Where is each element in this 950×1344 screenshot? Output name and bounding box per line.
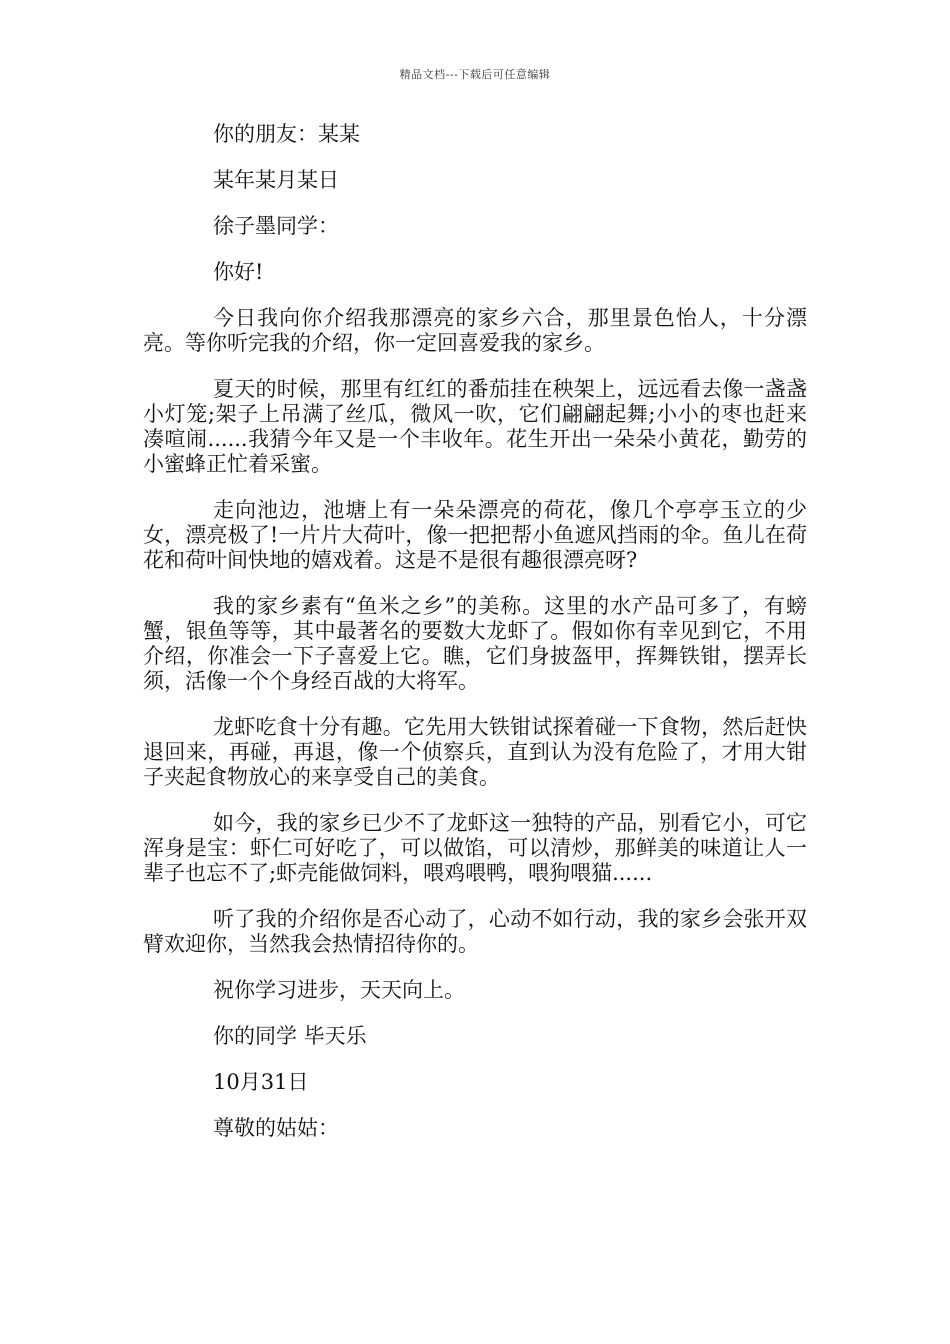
paragraph: 夏天的时候，那里有红红的番茄挂在秧架上，远远看去像一盏盏小灯笼;架子上吊满了丝瓜，微风一吹，它们翩翩起舞;小小的枣也赶来凑喧闹......我猜今年又是一个丰收年。花生开出一朵朵小黄花，勤劳的小蜜蜂正忙着采蜜。: [143, 377, 807, 476]
closing-wish-line: 祝你学习进步，天天向上。: [213, 978, 465, 1002]
paragraph: 走向池边，池塘上有一朵朵漂亮的荷花，像几个亭亭玉立的少女，漂亮极了!一片片大荷叶，像一把把帮小鱼遮风挡雨的伞。鱼儿在荷花和荷叶间快地的嬉戏着。这是不是很有趣很漂亮呀?: [143, 498, 807, 572]
signature-line: 你的朋友：某某: [213, 122, 360, 146]
salutation-line: 徐子墨同学：: [213, 214, 339, 238]
next-salutation-line: 尊敬的姑姑：: [213, 1116, 339, 1140]
paragraph: 如今，我的家乡已少不了龙虾这一独特的产品，别看它小，可它浑身是宝：虾仁可好吃了，可以做馅，可以清炒，那鲜美的味道让人一辈子也忘不了;虾壳能做饲料，喂鸡喂鸭，喂狗喂猫......: [143, 811, 807, 885]
paragraph: 听了我的介绍你是否心动了，心动不如行动，我的家乡会张开双臂欢迎你，当然我会热情招待你的。: [143, 907, 807, 956]
date-line: 某年某月某日: [213, 168, 339, 192]
greeting-line: 你好!: [213, 260, 264, 284]
letter-body: [143, 122, 807, 1162]
page-header: 精品文档---下载后可任意编辑: [399, 68, 551, 81]
paragraph: 我的家乡素有“鱼米之乡”的美称。这里的水产品可多了，有螃蟹，银鱼等等，其中最著名的要数大龙虾了。假如你有幸见到它，不用介绍，你准会一下子喜爱上它。瞧，它们身披盔甲，挥舞铁钳，摆弄长须，活像一个个身经百战的大将军。: [143, 594, 807, 693]
paragraph: 今日我向你介绍我那漂亮的家乡六合，那里景色怡人，十分漂亮。等你听完我的介绍，你一定回喜爱我的家乡。: [143, 306, 807, 355]
sender-line: 你的同学 毕天乐: [213, 1024, 367, 1048]
paragraph: 龙虾吃食十分有趣。它先用大铁钳试探着碰一下食物，然后赶快退回来，再碰，再退，像一个侦察兵，直到认为没有危险了，才用大钳子夹起食物放心的来享受自己的美食。: [143, 715, 807, 789]
date-line: 10月31日: [213, 1070, 309, 1094]
